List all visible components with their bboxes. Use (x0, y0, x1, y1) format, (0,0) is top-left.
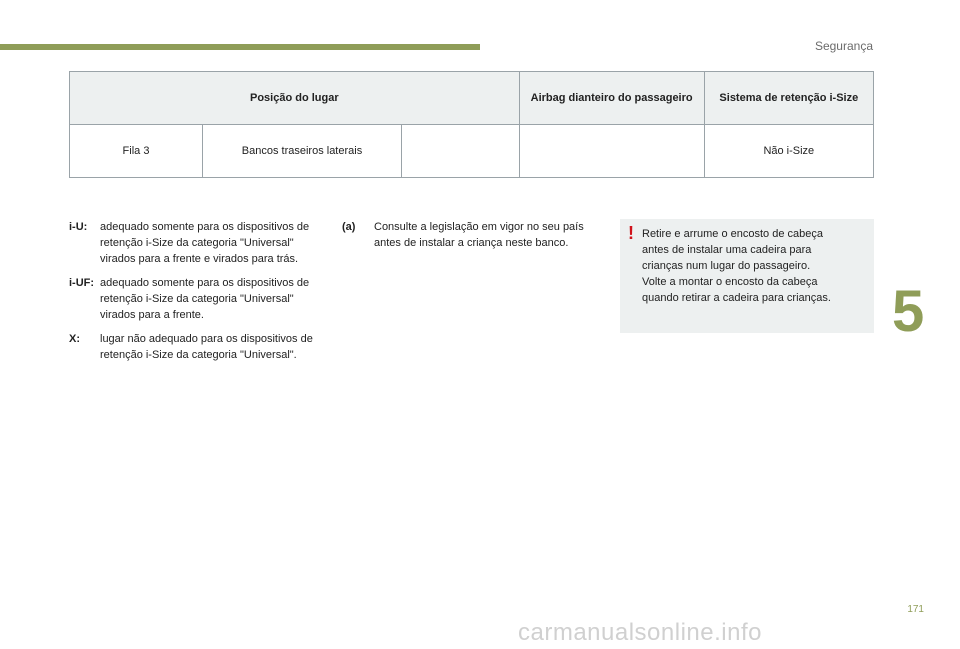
footnote-text: Consulte a legislação em vigor no seu país antes de instalar a criança neste banco. (374, 221, 584, 249)
section-title: Segurança (814, 39, 873, 53)
table-row (70, 125, 874, 178)
definition-text: lugar não adequado para os dispositivos de retenção i-Size da categoria "Universal". (100, 333, 313, 361)
cell-airbag-value (519, 125, 704, 178)
footnote-marker: (a) (342, 221, 356, 233)
warning-line: crianças num lugar do passageiro. (642, 260, 811, 272)
cell-seat-name: Bancos traseiros laterais (203, 125, 402, 178)
header-isize-system: Sistema de retenção i-Size (704, 72, 873, 125)
cell-empty (402, 125, 520, 178)
header-seat-position: Posição do lugar (70, 72, 520, 125)
cell-row-label: Fila 3 (70, 125, 203, 178)
warning-line: antes de instalar uma cadeira para (642, 244, 812, 256)
definition-text: adequado somente para os dispositivos de retenção i-Size da categoria "Universal" virados para a frente e virados para trás. (100, 221, 310, 265)
definition-item (69, 219, 329, 267)
definition-item (69, 275, 329, 323)
footnote (342, 219, 592, 251)
warning-line: Volte a montar o encosto da cabeça (642, 276, 818, 288)
definition-term: X: (69, 333, 80, 345)
table-header-row (70, 72, 874, 125)
header-passenger-airbag: Airbag dianteiro do passageiro (519, 72, 704, 125)
definition-text: adequado somente para os dispositivos de retenção i-Size da categoria "Universal" virados para a frente. (100, 277, 310, 321)
seat-compatibility-table (69, 71, 874, 178)
warning-box (620, 219, 874, 333)
warning-exclamation-icon: ! (628, 223, 634, 243)
definition-term: i-UF: (69, 277, 95, 289)
warning-line: quando retirar a cadeira para crianças. (642, 292, 831, 304)
header-accent-bar (0, 44, 480, 50)
definition-term: i-U: (69, 221, 88, 233)
warning-line: Retire e arrume o encosto de cabeça (642, 228, 823, 240)
watermark: carmanualsonline.info (518, 619, 762, 646)
page-number: 171 (907, 604, 924, 615)
legend-definitions (69, 219, 329, 371)
chapter-number: 5 (892, 279, 925, 344)
definition-item (69, 331, 329, 363)
cell-isize-value: Não i-Size (704, 125, 873, 178)
